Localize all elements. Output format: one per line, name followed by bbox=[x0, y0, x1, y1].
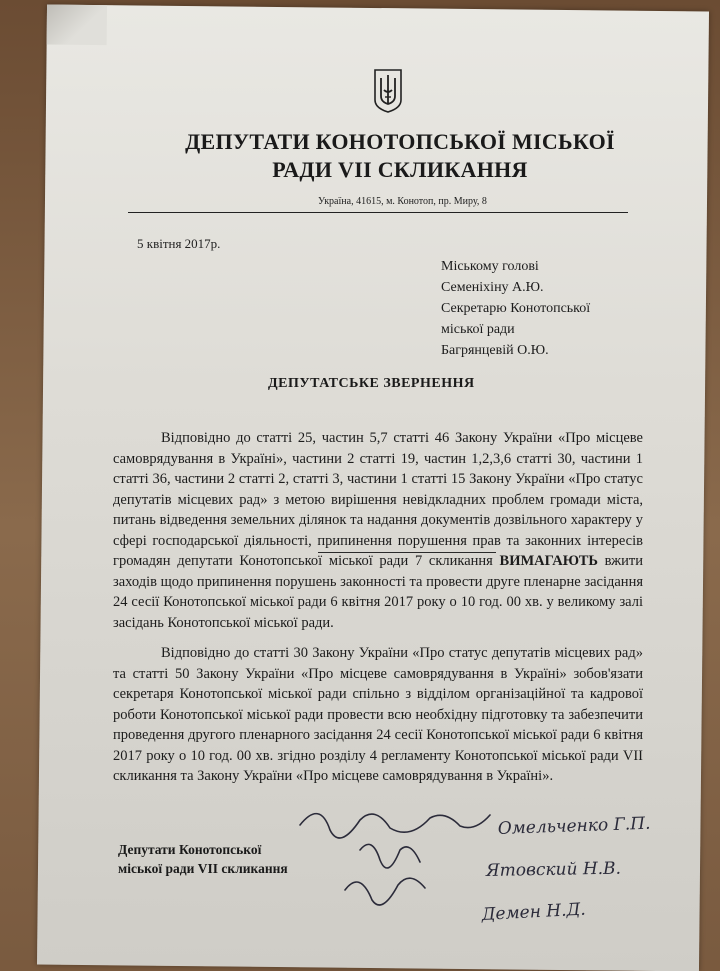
paragraph-text: Відповідно до статті 25, частин 5,7 статті 46 Закону України «Про місцеве самоврядування в Україні», частини 2 статті 19, частин 1,2,3,6 статті 30, частини 1 статті 36, частини 2 статті 2, статті 3, частини 1 статті 15 Закону України «Про статус депутатів місцевих рад» з метою вирішення невідкладних проблем громади міста, питань відведення земельних ділянок та надання документів дозвільного характеру у сфері господарської діяльності, припинення порушення прав та законних інтересів громадян депутати Конотопської міської ради 7 скликання bbox=[113, 430, 643, 569]
recipient-line: Семеніхіну А.Ю. bbox=[441, 280, 544, 295]
signoff-line-2: міської ради VII скликання bbox=[118, 861, 288, 876]
appeal-heading: ДЕПУТАТСЬКЕ ЗВЕРНЕННЯ bbox=[268, 376, 475, 391]
recipient-line: Міському голові bbox=[441, 259, 539, 274]
recipient-line: міської ради bbox=[441, 322, 515, 337]
handwritten-name: Демен Н.Д. bbox=[481, 899, 587, 925]
recipient-line: Секретарю Конотопської bbox=[441, 301, 591, 316]
signoff-line-1: Депутати Конотопської bbox=[118, 842, 262, 857]
handwritten-name: Ятовский Н.В. bbox=[485, 858, 622, 881]
signature-scribble bbox=[300, 814, 490, 838]
title-line-1: ДЕПУТАТИ КОНОТОПСЬКОЇ МІСЬКОЇ bbox=[185, 129, 615, 154]
paragraph-text: вжити заходів щодо припинення порушень законності та провести друге пленарне засідання 24 сесії Конотопської міської ради 6 квітня 2017 року о 10 год. 00 хв. у великому залі засідань Конотопської міської ради. bbox=[113, 553, 643, 631]
document-date: 5 квітня 2017р. bbox=[137, 236, 221, 251]
signature-scribble bbox=[345, 878, 425, 905]
body-paragraph-2: Відповідно до статті 30 Закону України «Про статус депутатів місцевих рад» та статті 50 Закону України «Про місцеве самоврядування в Україні» зобов'язати секретаря Конотопської міської ради спільно з відділом організаційної та кадрової роботи Конотопської міської ради провести всю необхідну підготовку та забезпечити проведення другого пленарного засідання 24 сесії Конотопської міської ради 6 квітня 2017 року о 10 год. 00 хв. згідно розділу 4 регламенту Конотопської міської ради VII скликання та Закону України «Про місцеве самоврядування в Україні». bbox=[113, 645, 643, 784]
recipient-line: Багрянцевій О.Ю. bbox=[441, 343, 549, 358]
signature-scribble bbox=[360, 844, 420, 868]
header-address: Україна, 41615, м. Конотоп, пр. Миру, 8 bbox=[318, 196, 487, 207]
handwritten-name: Омельченко Г.П. bbox=[497, 813, 651, 839]
demand-keyword: ВИМАГАЮТЬ bbox=[499, 553, 598, 569]
title-line-2: РАДИ VII СКЛИКАННЯ bbox=[272, 157, 528, 182]
